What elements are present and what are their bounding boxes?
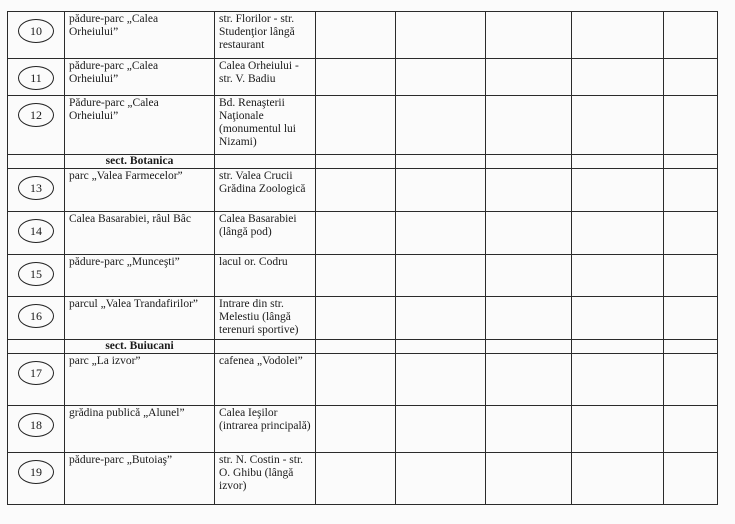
empty-cell bbox=[664, 169, 718, 212]
location-cell: pădure-parc „Calea Orheiului” bbox=[65, 12, 215, 59]
empty-cell bbox=[664, 12, 718, 59]
table-row bbox=[8, 59, 718, 96]
row-number-cell bbox=[8, 453, 65, 505]
empty-cell bbox=[572, 453, 664, 505]
empty-cell bbox=[486, 169, 572, 212]
address-cell: str. N. Costin - str. O. Ghibu (lângă izvor) bbox=[215, 453, 316, 505]
table-row bbox=[8, 212, 718, 255]
empty-cell bbox=[316, 255, 396, 297]
empty-cell bbox=[664, 96, 718, 155]
location-cell: Pădure-parc „Calea Orheiului” bbox=[65, 96, 215, 155]
empty-cell bbox=[316, 212, 396, 255]
empty-cell bbox=[396, 297, 486, 340]
row-number-cell bbox=[8, 12, 65, 59]
empty-cell bbox=[486, 255, 572, 297]
empty-cell bbox=[664, 297, 718, 340]
row-number-cell bbox=[8, 255, 65, 297]
row-number-cell bbox=[8, 406, 65, 453]
empty-cell bbox=[396, 212, 486, 255]
empty-cell bbox=[486, 212, 572, 255]
empty-cell bbox=[396, 453, 486, 505]
row-number-circle: 18 bbox=[18, 413, 54, 437]
location-cell: Calea Basarabiei, râul Bâc bbox=[65, 212, 215, 255]
empty-cell bbox=[664, 354, 718, 406]
empty-cell bbox=[572, 155, 664, 169]
empty-cell bbox=[664, 340, 718, 354]
empty-cell bbox=[572, 96, 664, 155]
empty-cell bbox=[316, 340, 396, 354]
row-number-circle: 12 bbox=[18, 103, 54, 127]
empty-cell bbox=[396, 340, 486, 354]
empty-cell bbox=[486, 354, 572, 406]
row-number-circle: 11 bbox=[18, 66, 54, 90]
section-row bbox=[8, 155, 718, 169]
row-number-circle: 10 bbox=[18, 19, 54, 43]
empty-cell bbox=[572, 406, 664, 453]
address-cell: lacul or. Codru bbox=[215, 255, 316, 297]
empty-cell bbox=[572, 297, 664, 340]
location-cell: pădure-parc „Calea Orheiului” bbox=[65, 59, 215, 96]
locations-table bbox=[7, 11, 718, 505]
table-row bbox=[8, 453, 718, 505]
empty-cell bbox=[396, 169, 486, 212]
row-number-cell bbox=[8, 354, 65, 406]
empty-cell bbox=[486, 96, 572, 155]
table-row bbox=[8, 96, 718, 155]
empty-cell bbox=[215, 340, 316, 354]
empty-cell bbox=[664, 212, 718, 255]
row-number-circle: 15 bbox=[18, 262, 54, 286]
empty-cell bbox=[215, 155, 316, 169]
empty-cell bbox=[572, 59, 664, 96]
empty-cell bbox=[486, 297, 572, 340]
table-row bbox=[8, 297, 718, 340]
table-row bbox=[8, 354, 718, 406]
location-cell: grădina publică „Alunel” bbox=[65, 406, 215, 453]
empty-cell bbox=[396, 59, 486, 96]
table-row bbox=[8, 12, 718, 59]
location-cell: parc „La izvor” bbox=[65, 354, 215, 406]
section-heading: sect. Buiucani bbox=[65, 340, 215, 354]
empty-cell bbox=[664, 255, 718, 297]
empty-cell bbox=[316, 354, 396, 406]
empty-cell bbox=[316, 297, 396, 340]
address-cell: Calea Basarabiei (lângă pod) bbox=[215, 212, 316, 255]
location-cell: parc „Valea Farmecelor” bbox=[65, 169, 215, 212]
empty-cell bbox=[396, 155, 486, 169]
empty-cell bbox=[8, 155, 65, 169]
empty-cell bbox=[396, 406, 486, 453]
empty-cell bbox=[396, 255, 486, 297]
empty-cell bbox=[486, 155, 572, 169]
row-number-circle: 17 bbox=[18, 361, 54, 385]
location-cell: pădure-parc „Munceşti” bbox=[65, 255, 215, 297]
row-number-cell bbox=[8, 297, 65, 340]
empty-cell bbox=[572, 212, 664, 255]
empty-cell bbox=[316, 406, 396, 453]
row-number-cell bbox=[8, 96, 65, 155]
row-number-circle: 19 bbox=[18, 460, 54, 484]
empty-cell bbox=[572, 255, 664, 297]
row-number-cell bbox=[8, 59, 65, 96]
empty-cell bbox=[396, 354, 486, 406]
empty-cell bbox=[486, 406, 572, 453]
empty-cell bbox=[572, 340, 664, 354]
address-cell: Intrare din str. Melestiu (lângă terenuri sportive) bbox=[215, 297, 316, 340]
empty-cell bbox=[486, 453, 572, 505]
empty-cell bbox=[572, 169, 664, 212]
empty-cell bbox=[316, 59, 396, 96]
row-number-cell bbox=[8, 212, 65, 255]
address-cell: str. Valea Crucii Grădina Zoologică bbox=[215, 169, 316, 212]
row-number-circle: 14 bbox=[18, 219, 54, 243]
empty-cell bbox=[316, 12, 396, 59]
empty-cell bbox=[664, 59, 718, 96]
section-row bbox=[8, 340, 718, 354]
empty-cell bbox=[664, 155, 718, 169]
empty-cell bbox=[664, 453, 718, 505]
location-cell: pădure-parc „Butoiaş” bbox=[65, 453, 215, 505]
location-cell: parcul „Valea Trandafirilor” bbox=[65, 297, 215, 340]
address-cell: Bd. Renaşterii Naţionale (monumentul lui Nizami) bbox=[215, 96, 316, 155]
section-heading: sect. Botanica bbox=[65, 155, 215, 169]
address-cell: Calea Orheiului - str. V. Badiu bbox=[215, 59, 316, 96]
empty-cell bbox=[572, 354, 664, 406]
empty-cell bbox=[316, 169, 396, 212]
table-row bbox=[8, 169, 718, 212]
empty-cell bbox=[8, 340, 65, 354]
empty-cell bbox=[316, 155, 396, 169]
empty-cell bbox=[486, 12, 572, 59]
empty-cell bbox=[664, 406, 718, 453]
empty-cell bbox=[396, 96, 486, 155]
empty-cell bbox=[316, 96, 396, 155]
row-number-cell bbox=[8, 169, 65, 212]
address-cell: str. Florilor - str. Studenţior lângă restaurant bbox=[215, 12, 316, 59]
empty-cell bbox=[486, 340, 572, 354]
address-cell: Calea Ieşilor (intrarea principală) bbox=[215, 406, 316, 453]
empty-cell bbox=[316, 453, 396, 505]
empty-cell bbox=[396, 12, 486, 59]
table-row bbox=[8, 255, 718, 297]
address-cell: cafenea „Vodolei” bbox=[215, 354, 316, 406]
row-number-circle: 16 bbox=[18, 304, 54, 328]
row-number-circle: 13 bbox=[18, 176, 54, 200]
empty-cell bbox=[486, 59, 572, 96]
empty-cell bbox=[572, 12, 664, 59]
table-row bbox=[8, 406, 718, 453]
